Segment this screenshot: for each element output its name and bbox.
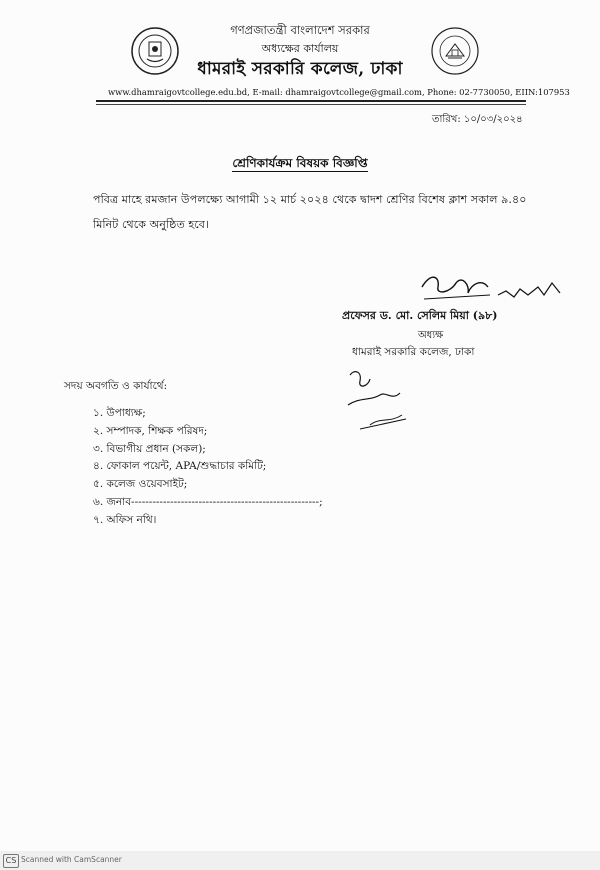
emblem-seal-icon (430, 26, 480, 76)
camscanner-logo-icon: CS (3, 854, 19, 868)
notice-subject (0, 155, 600, 175)
cc-list (93, 405, 323, 530)
cc-heading: সদয় অবগতি ও কার্যার্থে: (64, 380, 168, 392)
notice-subject-text: শ্রেণিকার্যক্রম বিষয়ক বিজ্ঞপ্তি (232, 156, 368, 170)
cc-item: ৪. ফোকাল পয়েন্ট, APA/শুদ্ধাচার কমিটি; (93, 460, 267, 473)
scanner-bar (0, 851, 600, 870)
contact-line: www.dhamraigovtcollege.edu.bd, E-mail: dhamraigovtcollege@gmail.com, Phone: 02-7730050, EIIN:107953 (108, 87, 570, 97)
cc-item: ১. উপাধ্যক্ষ; (93, 407, 146, 419)
cc-item: ৩. বিভাগীয় প্রধান (সকল); (93, 442, 206, 455)
signature-mark (410, 265, 570, 310)
signatory-college: ধামরাই সরকারি কলেজ, ঢাকা (352, 346, 475, 358)
issue-date: তারিখ: ১০/০৩/২০২৪ (432, 114, 523, 125)
header-rule-thick (96, 100, 526, 102)
cc-item: ৬. জনাব-----------------------------------------------------; (93, 495, 323, 508)
cc-item: ২. সম্পাদক, শিক্ষক পরিষদ; (93, 424, 208, 437)
government-line: গণপ্রজাতন্ত্রী বাংলাদেশ সরকার (230, 23, 370, 37)
signatory-title: অধ্যক্ষ (418, 330, 444, 341)
signatory-name: প্রফেসর ড. মো. সেলিম মিয়া (৯৮) (342, 309, 498, 322)
cc-item: ৭. অফিস নথি। (93, 513, 157, 526)
cc-item: ৫. কলেজ ওয়েবসাইট; (93, 478, 188, 491)
header-rule-thin (96, 104, 526, 105)
letterhead (0, 14, 600, 104)
initials-mark (340, 365, 420, 435)
notice-body: পবিত্র মাহে রমজান উপলক্ষ্যে আগামী ১২ মার্চ ২০২৪ থেকে দ্বাদশ শ্রেণির বিশেষ ক্লাশ সকাল ৯.৪০ মিনিট থেকে অনুষ্ঠিত হবে। (93, 193, 527, 231)
college-name: ধামরাই সরকারি কলেজ, ঢাকা (197, 59, 403, 79)
scanner-text: Scanned with CamScanner (21, 855, 122, 864)
office-line: অধ্যক্ষের কার্যালয় (261, 42, 339, 55)
